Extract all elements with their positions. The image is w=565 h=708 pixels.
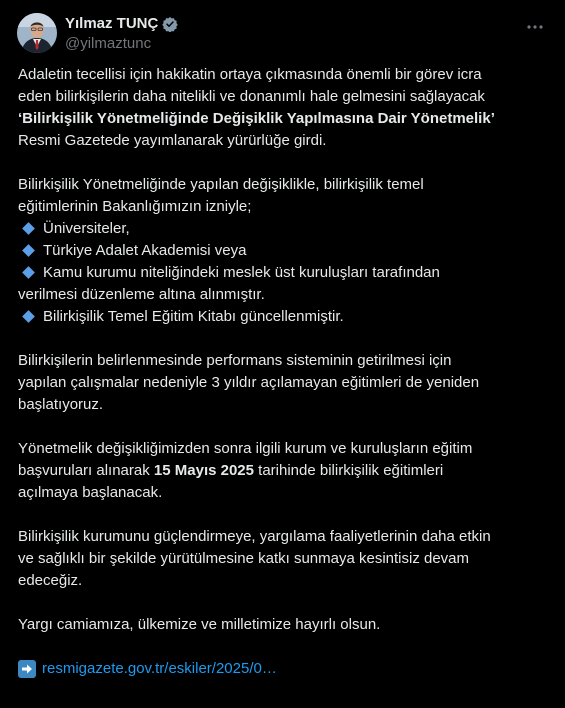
text-line: başvuruları alınarak 15 Mayıs 2025 tarihinde bilirkişilik eğitimleri (18, 462, 444, 479)
blue-diamond-icon (22, 266, 35, 279)
bullet-item: Türkiye Adalet Akademisi veya (18, 240, 548, 262)
text-line: verilmesi düzenleme altına alınmıştır. (18, 286, 265, 303)
text-line: ve sağlıklı bir şekilde yürütülmesine katkı sunmaya kesintisiz devam (18, 550, 470, 567)
display-name[interactable]: Yılmaz TUNÇ (65, 15, 159, 32)
external-link[interactable]: resmigazete.gov.tr/eskiler/2025/0… (42, 660, 277, 677)
text-line: Bilirkişilik Yönetmeliğinde yapılan değişiklikle, bilirkişilik temel (18, 176, 424, 193)
text-line-bold: ‘Bilirkişilik Yönetmeliğinde Değişiklik Yapılmasına Dair Yönetmelik’ (18, 110, 495, 127)
text-line: açılmaya başlanacak. (18, 484, 163, 501)
bullet-item: Üniversiteler, (18, 218, 548, 240)
text-line: eden bilirkişilerin daha nitelikli ve donanımlı hale gelmesini sağlayacak (18, 88, 485, 105)
more-options-icon[interactable] (525, 17, 545, 37)
text-line: Adaletin tecellisi için hakikatin ortaya çıkmasında önemli bir görev icra (18, 66, 482, 83)
text-line: yapılan çalışmalar nedeniyle 3 yıldır açılamayan eğitimleri de yeniden (18, 374, 480, 391)
text-line: Yönetmelik değişikliğimizden sonra ilgili kurum ve kuruluşların eğitim (18, 440, 473, 457)
blue-diamond-icon (22, 222, 35, 235)
user-handle[interactable]: @yilmaztunc (65, 35, 152, 52)
text-line: Bilirkişilerin belirlenmesinde performans sisteminin getirilmesi için (18, 352, 452, 369)
text-line: Yargı camiamıza, ülkemize ve milletimize hayırlı olsun. (18, 616, 381, 633)
post-header (17, 13, 545, 53)
name-row (65, 15, 178, 32)
text-line: başlatıyoruz. (18, 396, 104, 413)
blue-diamond-icon (22, 244, 35, 257)
blue-diamond-icon (22, 310, 35, 323)
text-line: Bilirkişilik kurumunu güçlendirmeye, yargılama faaliyetlerinin daha etkin (18, 528, 491, 545)
bullet-item: Bilirkişilik Temel Eğitim Kitabı güncellenmiştir. (18, 306, 548, 328)
date-bold: 15 Mayıs 2025 (153, 462, 254, 479)
text-line: Resmi Gazetede yayımlanarak yürürlüğe girdi. (18, 132, 327, 149)
avatar[interactable] (17, 13, 57, 53)
text-line: eğitimlerinin Bakanlığımızın izniyle; (18, 198, 252, 215)
right-arrow-icon (18, 660, 36, 678)
text-line: edeceğiz. (18, 572, 83, 589)
post-text (18, 64, 548, 680)
link-row (18, 658, 548, 680)
avatar-image (17, 13, 57, 53)
verified-badge-icon[interactable] (162, 16, 178, 32)
bullet-item: Kamu kurumu niteliğindeki meslek üst kuruluşları tarafından (18, 262, 548, 284)
